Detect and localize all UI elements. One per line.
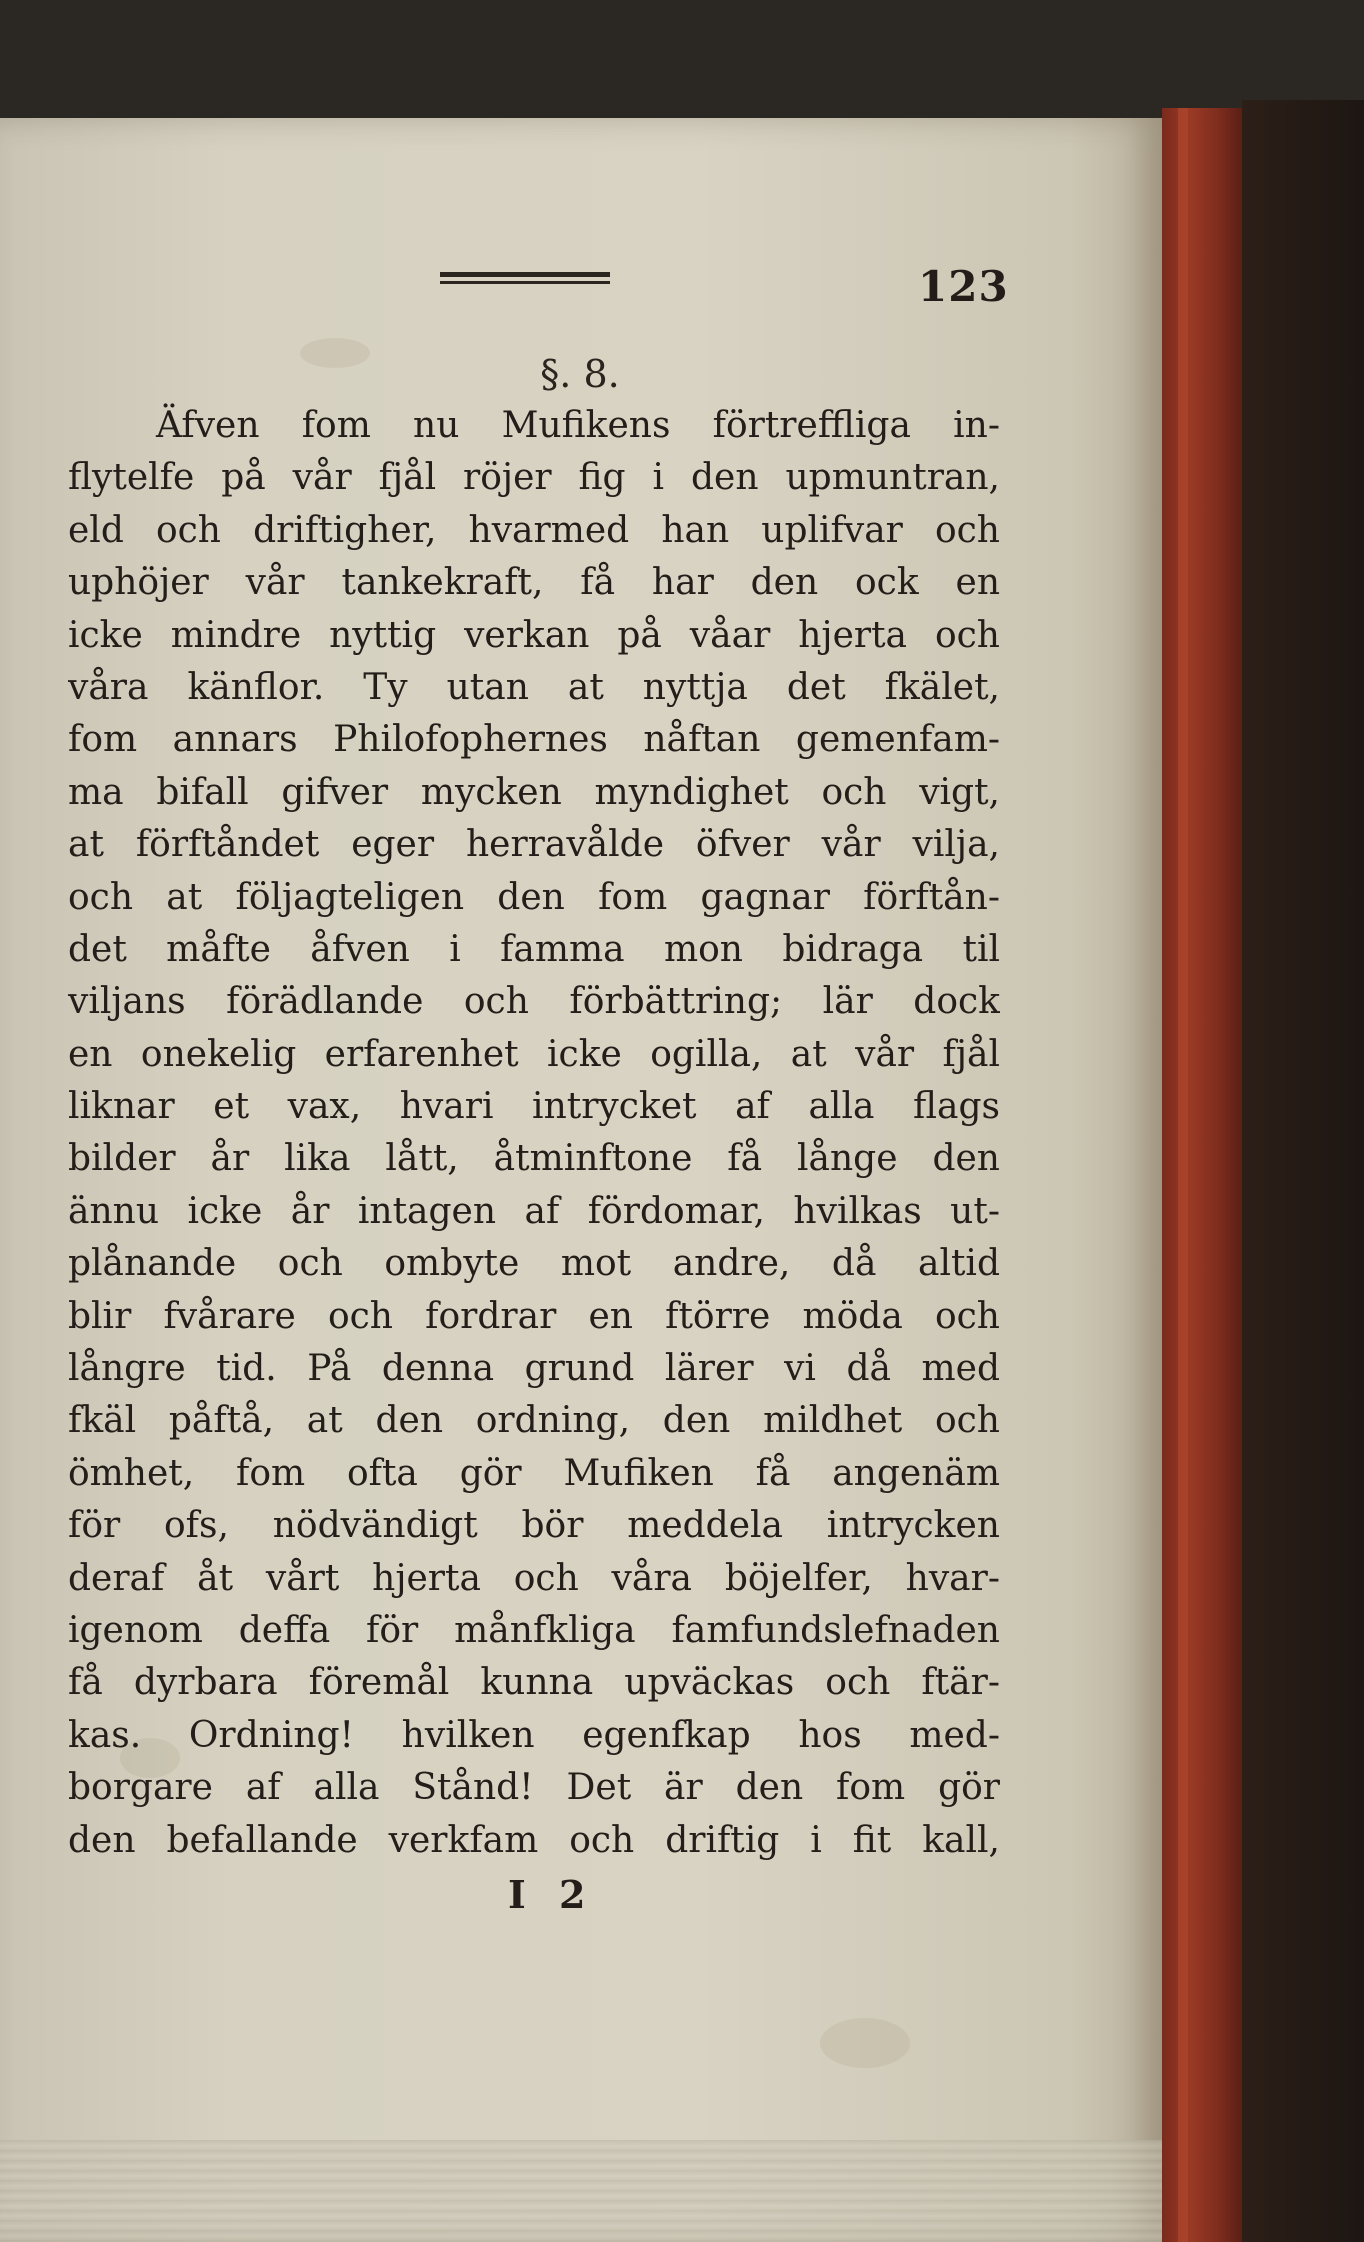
text-line: borgare af alla Stånd! Det är den fom gör <box>68 1767 1000 1809</box>
text-line: viljans förädlande och förbättring; lär dock <box>68 981 1000 1023</box>
text-line: ömhet, fom ofta gör Mufiken få angenäm <box>68 1452 1000 1494</box>
text-line: långre tid. På denna grund lärer vi då med <box>68 1348 1000 1390</box>
text-line: plånande och ombyte mot andre, då altid <box>68 1243 1000 1285</box>
text-line: blir fvårare och fordrar en ftörre möda och <box>68 1295 1000 1337</box>
text-line: bilder år lika lått, åtminftone få långe den <box>68 1138 1000 1180</box>
text-line: uphöjer vår tankekraft, få har den ock en <box>68 562 1000 604</box>
text-line: det måfte åfven i famma mon bidraga til <box>68 928 1000 970</box>
signature-mark: I 2 <box>508 1872 596 1917</box>
text-line: en onekelig erfarenhet icke ogilla, at vår fjål <box>68 1033 1000 1075</box>
text-line: för ofs, nödvändigt bör meddela intrycken <box>68 1505 1000 1547</box>
text-line: at förftåndet eger herravålde öfver vår vilja, <box>68 824 1000 866</box>
text-line: och at följagteligen den fom gagnar förftån- <box>68 876 1000 918</box>
text-line: Äfven fom nu Mufikens förtreffliga in- <box>156 405 1000 446</box>
text-line: få dyrbara föremål kunna upväckas och ftär- <box>68 1662 1000 1704</box>
book-cover-stripe <box>1178 108 1188 2242</box>
section-heading: §. 8. <box>540 352 620 396</box>
body-text <box>68 400 1000 1867</box>
text-line: fkäl påftå, at den ordning, den mildhet och <box>68 1400 1000 1442</box>
text-line: våra känflor. Ty utan at nyttja det fkälet, <box>68 666 1000 708</box>
paper-stain <box>820 2018 910 2068</box>
text-line: liknar et vax, hvari intrycket af alla flags <box>68 1086 1000 1128</box>
text-line: ma bifall gifver mycken myndighet och vigt, <box>68 771 1000 813</box>
text-line: kas. Ordning! hvilken egenfkap hos med- <box>68 1714 1000 1756</box>
page-number: 123 <box>918 262 1009 311</box>
text-line: eld och driftigher, hvarmed han uplifvar och <box>68 509 1000 551</box>
page-edges <box>0 2140 1162 2242</box>
text-line: icke mindre nyttig verkan på våar hjerta och <box>68 614 1000 656</box>
text-line: den befallande verkfam och driftig i fit kall, <box>68 1819 1000 1861</box>
book-cover-edge <box>1162 108 1242 2242</box>
background-right <box>1242 100 1364 2242</box>
text-line: flytelfe på vår fjål röjer fig i den upmuntran, <box>68 457 1000 499</box>
text-line: ännu icke år intagen af fördomar, hvilkas ut- <box>68 1190 1000 1232</box>
text-line: deraf åt vårt hjerta och våra böjelfer, hvar- <box>68 1557 1000 1599</box>
header-rule <box>440 272 610 286</box>
text-line: fom annars Philofophernes nåftan gemenfam- <box>68 719 1000 761</box>
background-top <box>0 0 1364 130</box>
text-line: igenom deffa för månfkliga famfundslefnaden <box>68 1609 1000 1651</box>
